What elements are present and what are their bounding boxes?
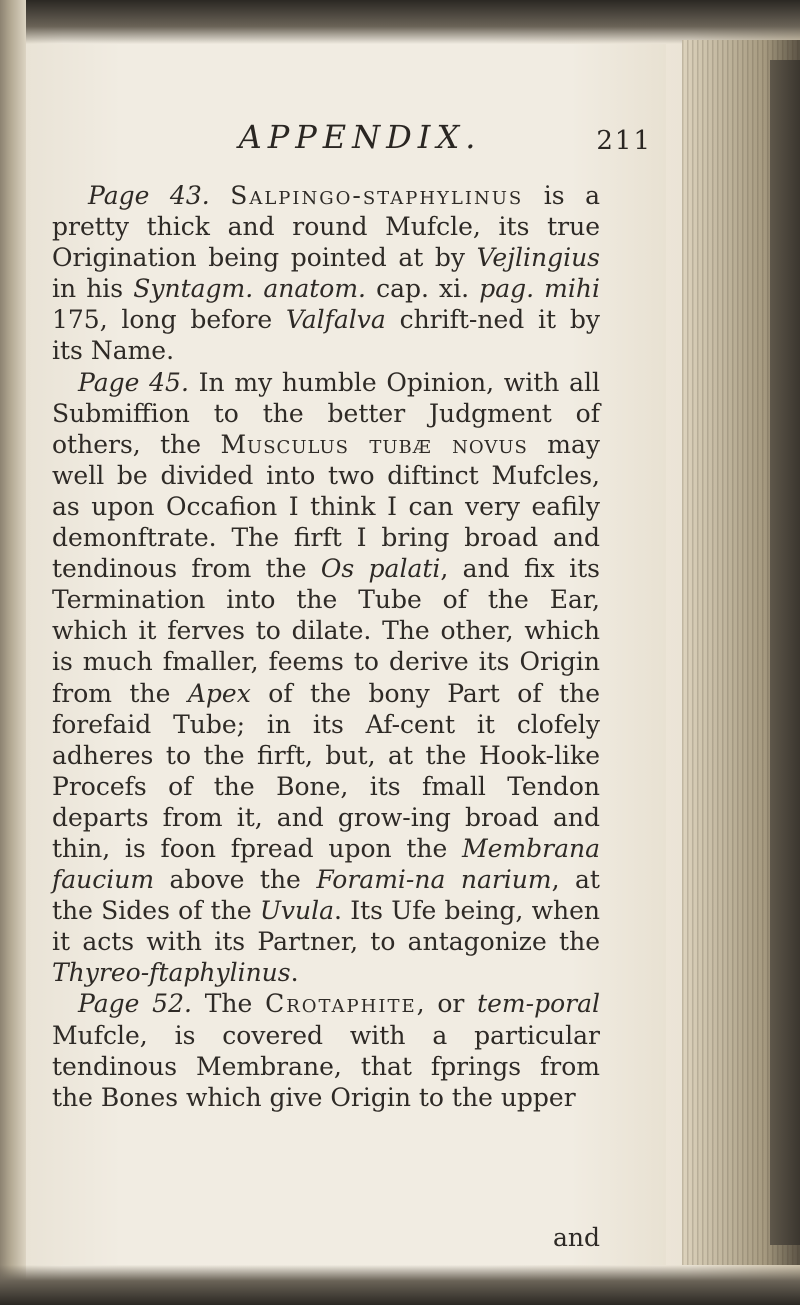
book-title: Syntagm. anatom. [133,274,366,304]
scan-bottom-shadow [0,1265,800,1305]
book-cover-edge [770,60,800,1245]
body-text [52,180,600,1113]
page-reference: Page 45. [78,367,189,397]
anatomical-term: Forami-na narium [316,865,552,895]
scan-top-shadow [0,0,800,44]
page-title: APPENDIX. [238,118,482,156]
catchword: and [552,1223,600,1252]
paragraph-text: in his [52,274,134,304]
paragraph-text: cap. xi. [365,274,480,304]
page-number: 211 [596,126,652,156]
binding-gutter [0,0,26,1305]
paragraph-text: . [290,958,299,988]
page-reference: Page 43. [88,181,210,210]
author-name: Valfalva [285,305,386,335]
paragraph-text: of the bony Part of the forefaid Tube; in its Af-cent it clofely adheres to the firft, but, at the Hook-like Procefs of the Bone, its fmall Tendon departs from it, and grow-ing broad and thin, is foon fpread upon the [52,678,600,863]
anatomical-term: Apex [187,678,251,708]
paragraph-text: Mufcle, is covered with a particular tendinous Membrane, that fprings from the Bones which give Origin to the upper [52,1020,600,1112]
paragraph-text: , and fix its Termination into the Tube of the Ear, which it ferves to dilate. The other, which is much fmaller, feems to derive its Origin from the [52,554,600,708]
anatomical-term: Membrana faucium [52,833,600,895]
page-reference: Page 52. [78,989,192,1019]
muscle-name: Musculus tubæ novus [220,429,528,459]
anatomical-term: tem-poral [477,989,600,1019]
paragraph-text: may well be divided into two diftinct Mufcles, as upon Occafion I think I can very eafily demonftrate. The firft I bring broad and tendinous from the [52,429,600,584]
paragraph-text: In my humble Opinion, with all Submiffion to the better Judgment of others, the [52,367,600,459]
paragraph-text: , or [416,989,478,1019]
paragraph-page-52 [52,988,600,1112]
muscle-name: Salpingo-staphylinus [230,181,524,210]
paragraph-text: . Its Ufe being, when it acts with its Partner, to antagonize the [52,896,600,957]
paragraph-text: is a pretty thick and round Mufcle, its true Origination being pointed at by [52,181,600,273]
anatomical-term: Os palati [320,554,441,584]
paragraph-text: chrift-ned it by its Name. [52,305,600,366]
paragraph-text: , at the Sides of the [52,865,600,926]
paragraph-text: above the [154,865,317,895]
muscle-name: Thyreo-ftaphylinus [52,958,291,988]
author-name: Vejlingius [476,243,600,273]
paragraph-page-45 [52,367,600,989]
running-head [70,118,650,158]
citation: pag. mihi [479,274,600,304]
paragraph-text: The [191,989,266,1019]
anatomical-term: Uvula [259,896,335,926]
paragraph-text: 175, long before [52,305,286,335]
muscle-name: Crotaphite [265,989,417,1019]
paragraph-page-43 [52,180,600,367]
